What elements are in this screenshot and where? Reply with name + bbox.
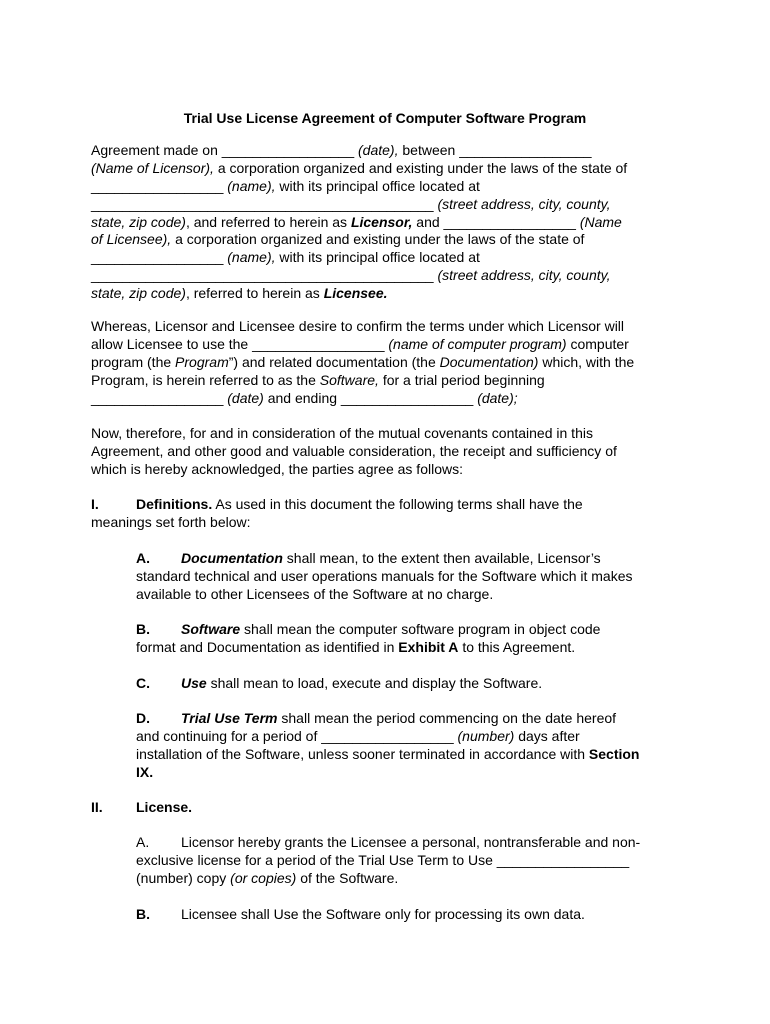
blank-line: ____________________________________________ xyxy=(91,195,434,212)
text: computer xyxy=(570,335,629,352)
text: (name), xyxy=(227,177,276,194)
section-heading: Definitions. xyxy=(136,496,213,512)
blank-line: _________________ xyxy=(496,851,630,868)
text: (street address, city, county, xyxy=(437,195,611,212)
blank-line: _________________ xyxy=(321,727,454,744)
item-letter: B. xyxy=(136,906,150,922)
text: Licensee shall Use the Software only for processing its own data. xyxy=(181,906,585,922)
text: and continuing for a period of xyxy=(136,727,318,744)
text: with its principal office located at xyxy=(279,177,480,194)
text: (date) xyxy=(227,389,264,406)
section-reference: IX. xyxy=(136,763,154,780)
text: state, zip code) xyxy=(91,285,186,302)
text: Program, is herein referred to as the xyxy=(91,371,316,388)
section-reference: Section xyxy=(588,745,640,762)
text: Whereas, Licensor and Licensee desire to confirm the terms under which Licensor will xyxy=(91,318,625,334)
text: (number) xyxy=(457,727,515,744)
item-letter: C. xyxy=(136,675,150,691)
text: shall mean, to the extent then available, Licensor’s xyxy=(286,550,601,566)
section-number: I. xyxy=(91,496,99,512)
text: with its principal office located at xyxy=(279,249,480,266)
document-title: Trial Use License Agreement of Computer Software Program xyxy=(183,110,587,126)
text: which is hereby acknowledged, the parties agree as follows: xyxy=(91,460,463,477)
section-number: II. xyxy=(91,799,103,815)
text: Agreement, and other good and valuable consideration, the receipt and sufficiency of xyxy=(91,442,617,459)
item-letter: B. xyxy=(136,621,150,637)
item-letter: D. xyxy=(136,710,150,726)
blank-line: _________________ xyxy=(221,142,355,158)
text: (name), xyxy=(227,249,276,266)
text: meanings set forth below: xyxy=(91,513,251,530)
parties-paragraph xyxy=(91,142,627,303)
definition-b xyxy=(136,621,600,657)
text: shall mean the computer software program in object code xyxy=(244,621,601,637)
text: As used in this document the following terms shall have the xyxy=(215,496,583,512)
licensor-term: Licensor, xyxy=(350,213,413,230)
defined-term: Software xyxy=(181,621,241,637)
defined-term: Trial Use Term xyxy=(181,710,278,726)
item-letter: A. xyxy=(136,550,150,566)
whereas-paragraph xyxy=(91,318,634,407)
text: (number) copy xyxy=(136,869,227,886)
software-term: Software, xyxy=(319,371,379,388)
program-term: Program xyxy=(175,353,229,370)
text: of Licensee), xyxy=(91,231,172,248)
text: format and Documentation as identified in xyxy=(136,638,395,655)
text: (Name of Licensor), xyxy=(91,159,214,176)
blank-line: _________________ xyxy=(340,389,474,406)
text: state, zip code) xyxy=(91,213,186,230)
text: (or copies) xyxy=(230,869,297,886)
text: installation of the Software, unless sooner terminated in accordance with xyxy=(136,745,586,762)
text: allow Licensee to use the xyxy=(91,335,249,352)
text: shall mean the period commencing on the date hereof xyxy=(281,710,617,726)
text: a corporation organized and existing under the laws of the state of xyxy=(175,231,585,248)
text: Agreement made on xyxy=(91,142,218,158)
blank-line: _________________ xyxy=(252,335,385,352)
text: , referred to herein as xyxy=(185,285,320,302)
text: Now, therefore, for and in consideration of the mutual covenants contained in this xyxy=(91,425,593,441)
blank-line: _________________ xyxy=(443,213,576,230)
item-letter: A. xyxy=(136,834,150,850)
blank-line: _________________ xyxy=(91,177,224,194)
text: and xyxy=(416,213,440,230)
text: ”) and related documentation (the xyxy=(228,353,436,370)
consideration-paragraph xyxy=(91,425,617,479)
text: (date), xyxy=(358,142,399,158)
documentation-term: Documentation) xyxy=(439,353,539,370)
text: (street address, city, county, xyxy=(437,267,611,284)
text: shall mean to load, execute and display the Software. xyxy=(210,675,543,691)
text: and ending xyxy=(267,389,338,406)
section-heading: License. xyxy=(136,799,193,815)
definition-c xyxy=(136,675,542,693)
text: Licensor hereby grants the Licensee a personal, nontransferable and non- xyxy=(181,834,641,850)
text: (date); xyxy=(477,389,518,406)
text: (name of computer program) xyxy=(388,335,567,352)
definition-a xyxy=(136,550,633,604)
exhibit-reference: Exhibit A xyxy=(398,638,459,655)
text: exclusive license for a period of the Trial Use Term to Use xyxy=(136,851,493,868)
defined-term: Documentation xyxy=(181,550,283,566)
license-b xyxy=(136,906,585,924)
text: a corporation organized and existing under the laws of the state of xyxy=(217,159,628,176)
text: days after xyxy=(518,727,580,744)
text: (Name xyxy=(579,213,622,230)
text: for a trial period beginning xyxy=(382,371,545,388)
text: , and referred to herein as xyxy=(185,213,348,230)
text: program (the xyxy=(91,353,172,370)
section-definitions xyxy=(91,496,583,532)
blank-line: _________________ xyxy=(91,249,224,266)
blank-line: _________________ xyxy=(91,389,224,406)
text: which, with the xyxy=(542,353,635,370)
text: standard technical and user operations manuals for the Software which it makes xyxy=(136,567,633,584)
definition-d xyxy=(136,710,640,782)
text: to this Agreement. xyxy=(462,638,576,655)
text: available to other Licensees of the Software at no charge. xyxy=(136,585,494,602)
text: between xyxy=(402,142,456,158)
licensee-term: Licensee. xyxy=(323,285,388,302)
text: of the Software. xyxy=(300,869,399,886)
blank-line: ____________________________________________ xyxy=(91,267,434,284)
license-a xyxy=(136,834,640,888)
blank-line: _________________ xyxy=(459,142,592,158)
defined-term: Use xyxy=(181,675,207,691)
